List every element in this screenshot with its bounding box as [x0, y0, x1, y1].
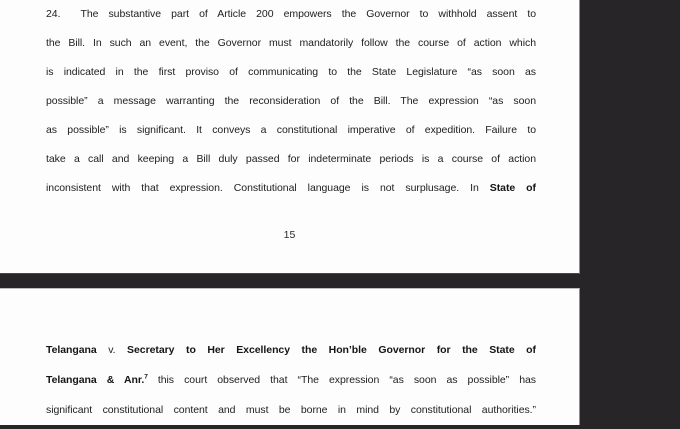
text-segment: The substantive part of Article 200 empowers the Governor to withhold assent to: [80, 8, 536, 20]
text-segment: v.: [96, 344, 128, 356]
text-line: [46, 395, 536, 425]
text-line: [46, 145, 536, 174]
text-segment: as possible” is significant. It conveys a constitutional imperative of expedition. Failure to: [46, 124, 536, 136]
footnote-marker: 7: [144, 373, 148, 381]
page-number: 15: [283, 229, 296, 241]
text-segment: take a call and keeping a Bill duly passed for indeterminate periods is a course of action: [46, 153, 536, 165]
text-line: [46, 29, 536, 58]
text-line: [46, 116, 536, 145]
case-name-segment: Telangana & Anr.: [46, 374, 145, 386]
paragraph-24: [46, 0, 536, 203]
text-segment: possible” a message warranting the reconsideration of the Bill. The expression “as soon: [46, 95, 536, 107]
text-line: [46, 335, 536, 365]
text-line: [46, 174, 536, 203]
text-line: [46, 0, 536, 29]
text-segment: is indicated in the first proviso of communicating to the State Legislature “as soon as: [46, 66, 536, 78]
text-line: [46, 58, 536, 87]
text-segment: significant constitutional content and must be borne in mind by constitutional authorities.”: [46, 404, 536, 416]
text-line: [46, 87, 536, 116]
text-segment: the Bill. In such an event, the Governor must mandatorily follow the course of action which: [46, 37, 536, 49]
text-line: [46, 365, 536, 395]
text-segment: inconsistent with that expression. Constitutional language is not surplusage. In: [46, 182, 490, 194]
case-name-segment: State of: [489, 182, 536, 194]
text-segment: this court observed that “The expression “as soon as possible” has: [147, 374, 536, 386]
case-name-segment: Telangana: [46, 344, 97, 356]
case-name-segment: Secretary to Her Excellency the Hon’ble Governor for the State of: [127, 344, 536, 356]
document-page-16: [0, 288, 580, 425]
paragraph-number: 24.: [46, 8, 61, 20]
paragraph-24-continued: [46, 335, 536, 425]
